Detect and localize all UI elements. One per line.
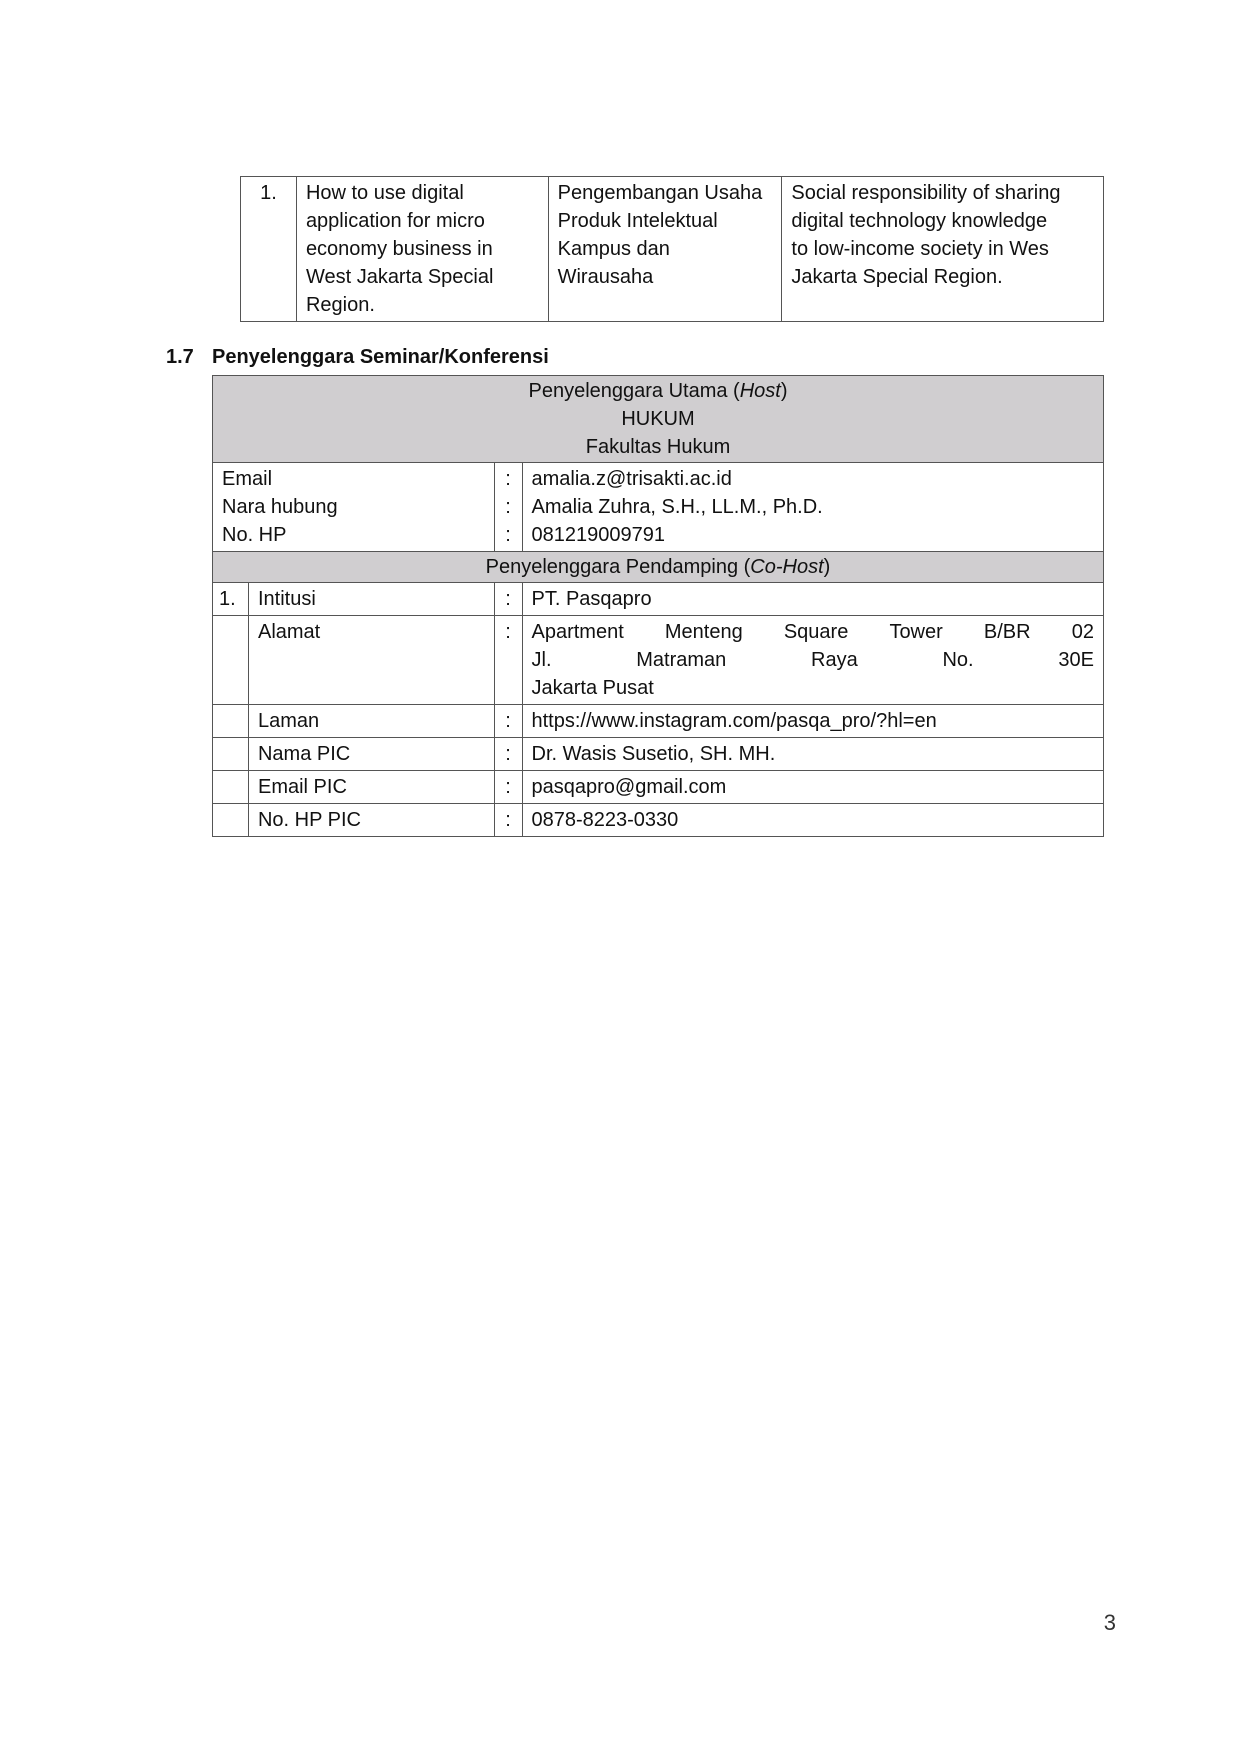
address-word: 02	[1071, 621, 1094, 643]
cohost-website: https://www.instagram.com/pasqa_pro/?hl=en	[522, 705, 1104, 738]
colon: :	[505, 496, 511, 518]
table-row	[213, 616, 1104, 705]
activity-title	[296, 177, 548, 322]
address-word: Menteng	[664, 621, 743, 643]
text-line: to low-income society in Wes	[791, 238, 1049, 260]
host-colons	[494, 463, 522, 552]
field-label: Nama PIC	[248, 738, 494, 771]
host-header-title	[219, 377, 1097, 405]
table-row	[213, 771, 1104, 804]
activity-description	[782, 177, 1104, 322]
text-line: Produk Intelektual	[557, 210, 718, 232]
header-text: Penyelenggara Pendamping (	[485, 556, 751, 578]
section-title: Penyelenggara Seminar/Konferensi	[212, 346, 549, 368]
empty-cell	[213, 705, 249, 738]
host-values	[522, 463, 1104, 552]
address-word: No.	[942, 649, 974, 671]
header-italic: Co-Host	[750, 556, 824, 578]
header-text: )	[780, 380, 788, 402]
text-line: economy business in	[305, 238, 493, 260]
text-line: Wirausaha	[557, 266, 654, 288]
colon: :	[494, 738, 522, 771]
empty-cell	[213, 771, 249, 804]
host-contact-person: Amalia Zuhra, S.H., LL.M., Ph.D.	[531, 496, 823, 518]
empty-cell	[213, 804, 249, 837]
address-word: 30E	[1058, 649, 1094, 671]
cohost-number: 1.	[213, 583, 249, 616]
field-label: No. HP PIC	[248, 804, 494, 837]
empty-cell	[213, 738, 249, 771]
text-line: How to use digital	[305, 182, 464, 204]
text-line: Social responsibility of sharing	[791, 182, 1061, 204]
header-text: Penyelenggara Utama (	[528, 380, 740, 402]
page-number: 3	[1103, 1610, 1116, 1635]
text-line: digital technology knowledge	[791, 210, 1048, 232]
cohost-pic-name: Dr. Wasis Susetio, SH. MH.	[522, 738, 1104, 771]
section-number: 1.7	[166, 346, 194, 368]
field-label: Laman	[248, 705, 494, 738]
activity-table	[240, 176, 1104, 322]
colon: :	[494, 705, 522, 738]
address-word: Raya	[811, 649, 858, 671]
cohost-institution: PT. Pasqapro	[522, 583, 1104, 616]
address-word: Apartment	[531, 621, 624, 643]
header-italic: Host	[739, 380, 781, 402]
address-word: Square	[783, 621, 849, 643]
host-labels	[213, 463, 495, 552]
text-line: Kampus dan	[557, 238, 670, 260]
host-name: HUKUM	[621, 408, 695, 430]
text-line: Region.	[305, 294, 375, 316]
field-label: No. HP	[222, 524, 287, 546]
cohost-header-row	[213, 552, 1104, 583]
cohost-pic-email: pasqapro@gmail.com	[522, 771, 1104, 804]
table-row	[213, 738, 1104, 771]
field-label: Email	[222, 468, 273, 490]
host-header	[213, 376, 1104, 463]
colon: :	[494, 804, 522, 837]
empty-cell	[213, 616, 249, 705]
table-row	[213, 804, 1104, 837]
table-row	[213, 583, 1104, 616]
colon: :	[505, 524, 511, 546]
table-row	[241, 177, 1104, 322]
field-label: Nara hubung	[222, 496, 338, 518]
row-number: 1.	[241, 177, 297, 322]
host-faculty: Fakultas Hukum	[585, 436, 731, 458]
field-label: Alamat	[248, 616, 494, 705]
colon: :	[494, 583, 522, 616]
text-line: West Jakarta Special	[305, 266, 494, 288]
text-line: Pengembangan Usaha	[557, 182, 763, 204]
field-label: Email PIC	[248, 771, 494, 804]
cohost-header	[213, 552, 1104, 583]
colon: :	[505, 468, 511, 490]
host-header-row	[213, 376, 1104, 463]
host-email: amalia.z@trisakti.ac.id	[531, 468, 732, 490]
address-word: Jl.	[531, 649, 552, 671]
text-line: application for micro	[305, 210, 485, 232]
field-label: Intitusi	[248, 583, 494, 616]
address-line	[532, 618, 1095, 646]
cohost-pic-phone: 0878-8223-0330	[522, 804, 1104, 837]
host-phone: 081219009791	[531, 524, 665, 546]
header-text: )	[823, 556, 831, 578]
address-line: Jakarta Pusat	[531, 677, 654, 699]
colon: :	[494, 616, 522, 705]
address-word: Tower	[889, 621, 943, 643]
text-line: Jakarta Special Region.	[791, 266, 1003, 288]
section-heading	[166, 346, 549, 369]
address-word: B/BR	[983, 621, 1031, 643]
colon: :	[494, 771, 522, 804]
cohost-address	[522, 616, 1104, 705]
activity-scheme	[548, 177, 782, 322]
address-word: Matraman	[636, 649, 727, 671]
address-line	[532, 646, 1095, 674]
table-row	[213, 705, 1104, 738]
organizer-table	[212, 375, 1104, 837]
host-fields-row	[213, 463, 1104, 552]
